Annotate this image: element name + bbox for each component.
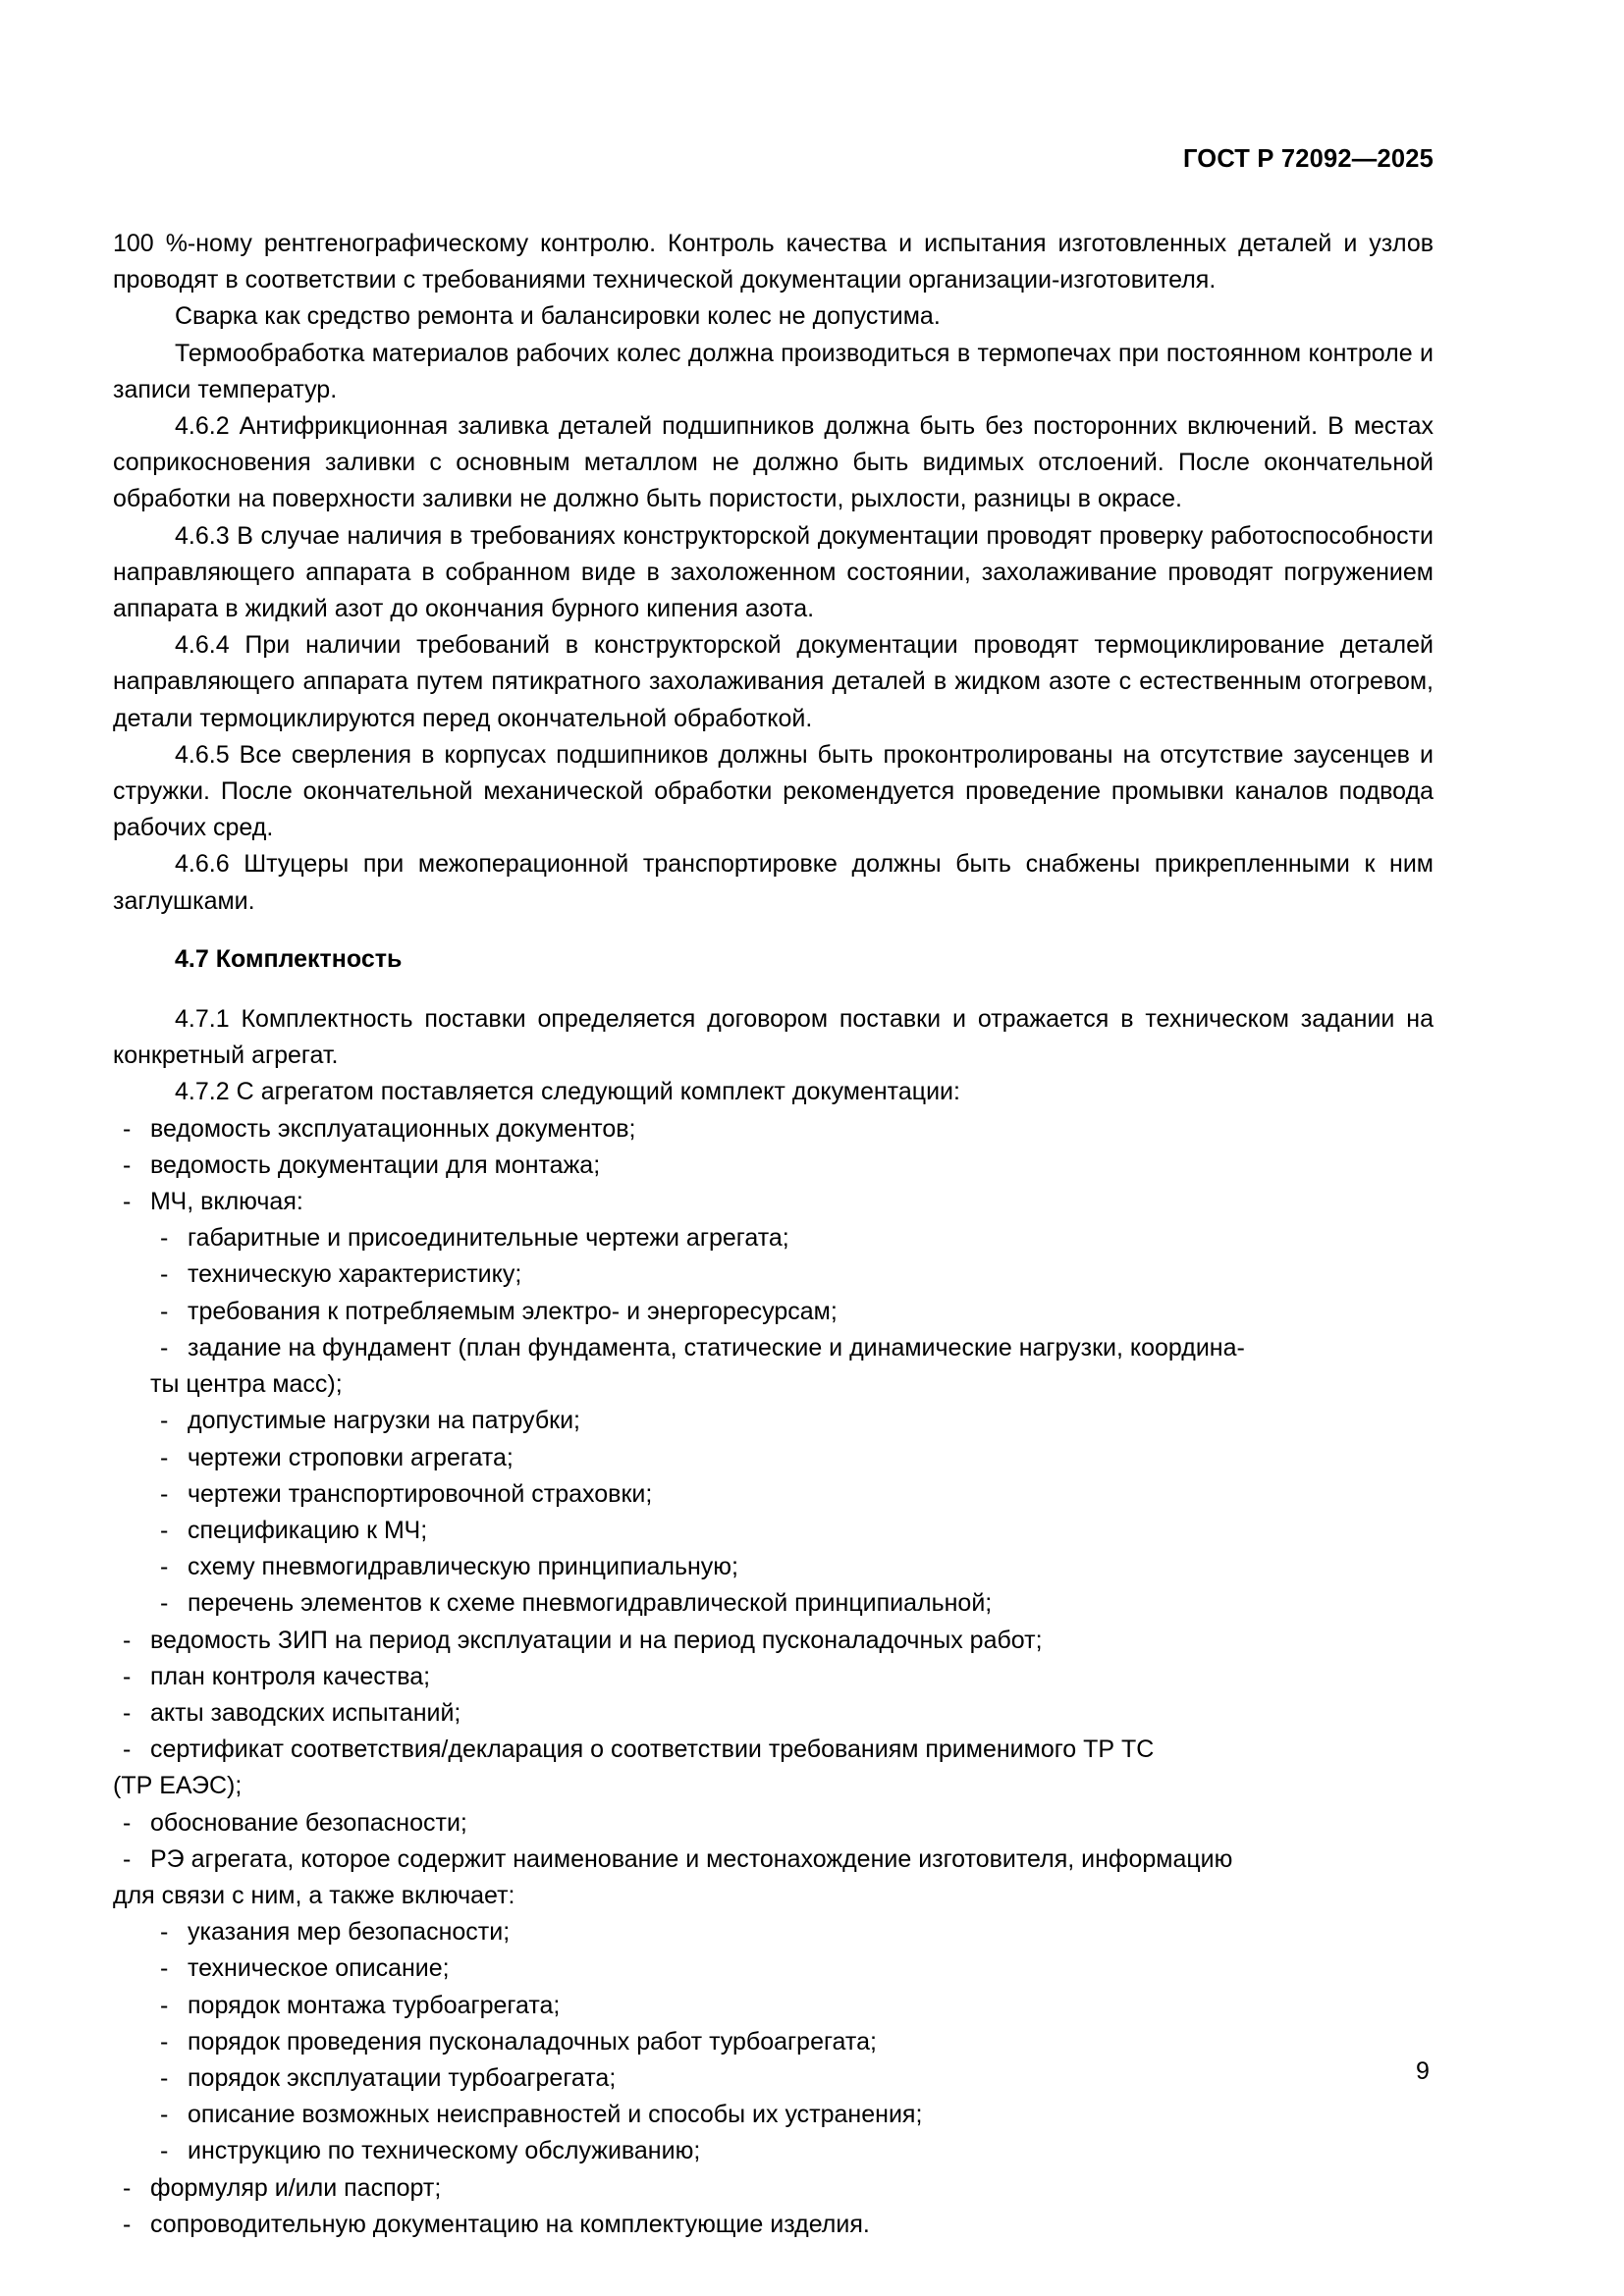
list-item-label: ведомость документации для монтажа; (150, 1150, 601, 1179)
list-item (113, 1184, 1434, 1220)
list-item-label: акты заводских испытаний; (150, 1698, 461, 1727)
list-item-dash-marker: - (160, 2027, 169, 2056)
list-item-dash-marker: - (160, 1443, 169, 1471)
list-item (113, 2060, 1434, 2097)
list-item (113, 1659, 1434, 1695)
list-item (113, 1549, 1434, 1585)
list-item-dash-marker: - (160, 1918, 169, 1947)
list-item (113, 1585, 1434, 1622)
paragraph-heat-treatment: Термообработка материалов рабочих колес должна производиться в термопечах при постоянном контроле и записи температур. (113, 339, 1434, 403)
list-item (113, 2207, 1434, 2243)
list-item (113, 2170, 1434, 2207)
list-item-dash-marker: - (123, 1626, 132, 1654)
list-item-dash-marker: - (160, 1407, 169, 1435)
clause-4-7-2-intro: 4.7.2 С агрегатом поставляется следующий комплект документации: (175, 1078, 960, 1106)
list-item-continuation-label: (ТР ЕАЭС); (113, 1772, 243, 1800)
page-header-standard-code: ГОСТ Р 72092—2025 (1182, 145, 1434, 173)
list-item-label: ведомость ЗИП на период эксплуатации и на период пусконаладочных работ; (150, 1626, 1043, 1654)
list-item (113, 1623, 1434, 1659)
list-item-label: сопроводительную документацию на комплектующие изделия. (150, 2210, 870, 2238)
list-item-dash-marker: - (160, 1516, 169, 1544)
list-item-label: РЭ агрегата, которое содержит наименование и местонахождение изготовителя, информацию (150, 1844, 1233, 1873)
list-item (113, 1805, 1434, 1842)
list-item-dash-marker: - (160, 2101, 169, 2129)
paragraph-welding: Сварка как средство ремонта и балансировки колес не допустима. (175, 302, 941, 331)
list-item (113, 1842, 1434, 1878)
list-item-label: спецификацию к МЧ; (188, 1516, 428, 1544)
list-item-label: схему пневмогидравлическую принципиальную; (188, 1553, 738, 1581)
list-item (113, 1330, 1434, 1366)
clause-4-6-4: 4.6.4 При наличии требований в конструкторской документации проводят термоциклирование деталей направляющего аппарата путем пятикратного захолаживания деталей в жидком азоте с естественным отогревом, детали термоциклируются перед окончательной обработкой. (113, 631, 1434, 732)
list-item-dash-marker: - (123, 1698, 132, 1727)
list-item-label: инструкцию по техническому обслуживанию; (188, 2137, 701, 2165)
list-item-label: порядок эксплуатации турбоагрегата; (188, 2063, 617, 2092)
list-item (113, 1732, 1434, 1768)
list-item-label: обоснование безопасности; (150, 1808, 467, 1837)
list-item (113, 1950, 1434, 1987)
list-item (113, 1476, 1434, 1513)
clause-4-6-5: 4.6.5 Все сверления в корпусах подшипников должны быть проконтролированы на отсутствие заусенцев и стружки. После окончательной механической обработки рекомендуется проведение промывки каналов подвода рабочих сред. (113, 740, 1434, 842)
document-body (113, 226, 1434, 2243)
spacer-after-heading (113, 978, 1434, 1001)
list-item-label: сертификат соответствия/декларация о соответствии требованиям применимого ТР ТС (150, 1735, 1155, 1764)
list-item-dash-marker: - (123, 1114, 132, 1143)
paragraph-line-1: 100 %-ному рентгенографическому контролю. Контроль качества и испытания изготовленных деталей (113, 230, 1332, 257)
documentation-set-list (113, 1111, 1434, 2243)
list-item-label: чертежи строповки агрегата; (188, 1443, 514, 1471)
list-item-label: МЧ, включая: (150, 1188, 303, 1216)
list-item-dash-marker: - (160, 1333, 169, 1362)
list-item (113, 1111, 1434, 1148)
list-item (113, 1914, 1434, 1950)
spacer-before-heading (113, 920, 1434, 941)
list-item (113, 2133, 1434, 2169)
list-item-label: план контроля качества; (150, 1662, 431, 1690)
list-item (113, 1513, 1434, 1549)
list-item-dash-marker: - (123, 1808, 132, 1837)
clause-4-6-3: 4.6.3 В случае наличия в требованиях конструкторской документации проводят проверку работоспособности направляющего аппарата в собранном виде в захоложенном состоянии, захолаживание проводят погружением аппарата в жидкий азот до окончания бурного кипения азота. (113, 521, 1434, 623)
list-item-label: порядок монтажа турбоагрегата; (188, 1991, 561, 2019)
list-item (113, 2024, 1434, 2060)
list-item (113, 1148, 1434, 1184)
list-item-label: требования к потребляемым электро- и энергоресурсам; (188, 1297, 838, 1325)
list-item-label: формуляр и/или паспорт; (150, 2173, 442, 2202)
clause-4-6-2: 4.6.2 Антифрикционная заливка деталей подшипников должна быть без посторонних включений. В местах соприкосновения заливки с основным металлом не должно быть видимых отслоений. После окончательной обработки на поверхности заливки не должно быть пористости, рыхлости, разницы в окрасе. (113, 412, 1434, 513)
list-item (113, 1403, 1434, 1439)
list-item-label: указания мер безопасности; (188, 1918, 511, 1947)
list-item-dash-marker: - (160, 1954, 169, 1983)
list-item-label: чертежи транспортировочной страховки; (188, 1479, 653, 1508)
paragraph-line-2: и узлов проводят в соответствии с требованиями технической документации организации-изготовителя. (113, 230, 1435, 294)
list-item-dash-marker: - (160, 2137, 169, 2165)
list-item-dash-marker: - (123, 1662, 132, 1690)
list-item-label: описание возможных неисправностей и способы их устранения; (188, 2101, 923, 2129)
paragraph-continuation (113, 226, 1434, 298)
list-item-dash-marker: - (123, 1844, 132, 1873)
list-item (113, 1440, 1434, 1476)
clause-4-7-1: 4.7.1 Комплектность поставки определяется договором поставки и отражается в техническом задании на конкретный агрегат. (113, 1005, 1434, 1070)
list-item-continuation-label: для связи с ним, а также включает: (113, 1881, 515, 1909)
list-item-continuation (113, 1878, 1434, 1914)
list-item-dash-marker: - (160, 1297, 169, 1325)
section-heading-4-7: 4.7 Комплектность (175, 944, 403, 973)
list-item (113, 1256, 1434, 1293)
list-item-dash-marker: - (123, 2210, 132, 2238)
list-item-dash-marker: - (160, 1224, 169, 1253)
list-item-dash-marker: - (123, 1150, 132, 1179)
list-item-continuation (113, 1768, 1434, 1804)
list-item-label: перечень элементов к схеме пневмогидравлической принципиальной; (188, 1589, 993, 1618)
list-item-dash-marker: - (160, 1553, 169, 1581)
list-item-label: допустимые нагрузки на патрубки; (188, 1407, 580, 1435)
page-number: 9 (1416, 2057, 1430, 2085)
list-item-label: техническую характеристику; (188, 1260, 522, 1289)
list-item (113, 1220, 1434, 1256)
list-item-dash-marker: - (160, 1991, 169, 2019)
clause-4-6-6: 4.6.6 Штуцеры при межоперационной транспортировке должны быть снабжены прикрепленными к ним заглушками. (113, 850, 1434, 915)
list-item-dash-marker: - (123, 2173, 132, 2202)
list-item-dash-marker: - (123, 1735, 132, 1764)
list-item-continuation (113, 1366, 1434, 1403)
list-item-dash-marker: - (123, 1188, 132, 1216)
list-item (113, 1988, 1434, 2024)
list-item-dash-marker: - (160, 1260, 169, 1289)
list-item-dash-marker: - (160, 1589, 169, 1618)
list-item-label: габаритные и присоединительные чертежи агрегата; (188, 1224, 789, 1253)
list-item-label: техническое описание; (188, 1954, 450, 1983)
list-item-dash-marker: - (160, 1479, 169, 1508)
list-item (113, 1294, 1434, 1330)
list-item-dash-marker: - (160, 2063, 169, 2092)
list-item-continuation-label: ты центра масс); (150, 1370, 343, 1399)
list-item (113, 1695, 1434, 1732)
list-item-label: порядок проведения пусконаладочных работ турбоагрегата; (188, 2027, 877, 2056)
list-item-label: задание на фундамент (план фундамента, статические и динамические нагрузки, координа- (188, 1333, 1245, 1362)
list-item-label: ведомость эксплуатационных документов; (150, 1114, 636, 1143)
list-item (113, 2097, 1434, 2133)
